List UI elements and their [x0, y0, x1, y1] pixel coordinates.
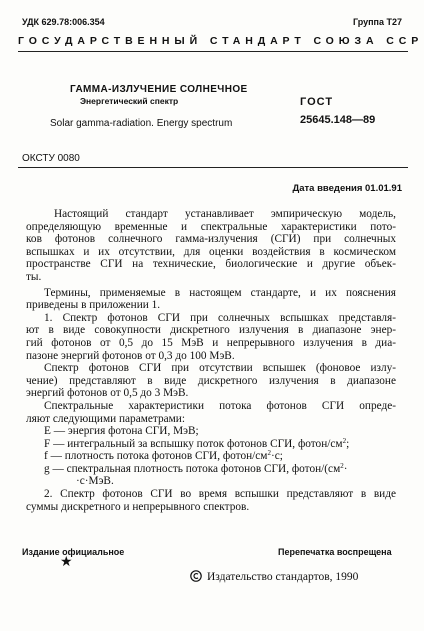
gost-number: 25645.148—89 [300, 114, 376, 126]
publisher-line: Издательство стандартов, 1990 [190, 570, 358, 583]
effective-date: Дата введения 01.01.91 [292, 183, 402, 194]
star-icon: ★ [60, 555, 73, 570]
body-line: пазоне энергий фотонов от 0,3 до 100 МэВ. [26, 349, 235, 362]
body-line: определяющую временные и спектральные характеристики пото- [26, 220, 396, 233]
standard-body [26, 208, 396, 513]
body-line: Термины, применяемые в настоящем стандарте, и их пояснения [44, 286, 396, 299]
body-line: энергий фотонов от 0,5 до 3 МэВ. [26, 387, 189, 400]
body-line: вспышках и их отсутствии, для оценки воздействия в космическом [26, 245, 396, 258]
government-standard-line: ГОСУДАРСТВЕННЫЙ СТАНДАРТ СОЮЗА ССР [18, 35, 424, 47]
body-line: 1. Спектр фотонов СГИ при солнечных вспышках представля- [44, 311, 396, 324]
body-line: Спектральные характеристики потока фотонов СГИ опреде- [44, 399, 396, 412]
official-edition-label: Издание официальное [22, 547, 125, 557]
definition-line: E — энергия фотона СГИ, МэВ; [44, 425, 199, 438]
body-line: гий фотонов от 0,5 до 15 МэВ и непрерывного излучения в диа- [26, 336, 396, 349]
group-code: Группа Т27 [352, 17, 402, 27]
document-subtitle: Энергетический спектр [80, 96, 179, 106]
document-title: ГАММА-ИЗЛУЧЕНИЕ СОЛНЕЧНОЕ [70, 84, 248, 95]
body-line: ляют следующими параметрами: [26, 412, 185, 425]
definition-line: f — плотность потока фотонов СГИ, фотон/$см^2\cdot с$; [44, 449, 283, 463]
english-title: Solar gamma-radiation. Energy spectrum [50, 118, 233, 129]
body-line: 2. Спектр фотонов СГИ во время вспышки представляют в виде [44, 488, 396, 501]
reprint-notice: Перепечатка воспрещена [278, 547, 392, 557]
definition-line: g — спектральная плотность потока фотонов СГИ, фотон/($см^2\cdot$ [44, 461, 348, 475]
body-line: Настоящий стандарт устанавливает эмпирическую модель, [54, 208, 396, 220]
section-rule [18, 167, 408, 168]
okstu-code: ОКСТУ 0080 [22, 153, 80, 164]
body-line: ты. [26, 270, 42, 283]
header-rule [18, 51, 408, 52]
body-line: ков фотонов солнечного гамма-излучения (СГИ) при солнечных [26, 233, 396, 246]
body-line: суммы дискретного и непрерывного спектров. [26, 500, 250, 513]
body-line: ют в виде совокупности дискретного излучения в диапазоне энер- [26, 324, 396, 337]
body-line: пространстве СГИ на технические, биологические и другие объек- [26, 258, 396, 271]
definition-line: F — интегральный за вспышку поток фотонов СГИ, фотон/$см^2$; [44, 436, 350, 450]
gost-label: ГОСТ [300, 96, 334, 108]
body-line: чение) представляют в виде дискретного излучения в диапазоне [26, 374, 396, 387]
body-line: Спектр фотонов СГИ при отсутствии вспышек (фоновое излу- [44, 362, 396, 375]
definition-line: ·с·МэВ. [76, 475, 114, 488]
copyright-icon [190, 570, 202, 582]
udk-code: УДК 629.78:006.354 [22, 17, 105, 27]
body-line: приведены в приложении 1. [26, 299, 161, 312]
